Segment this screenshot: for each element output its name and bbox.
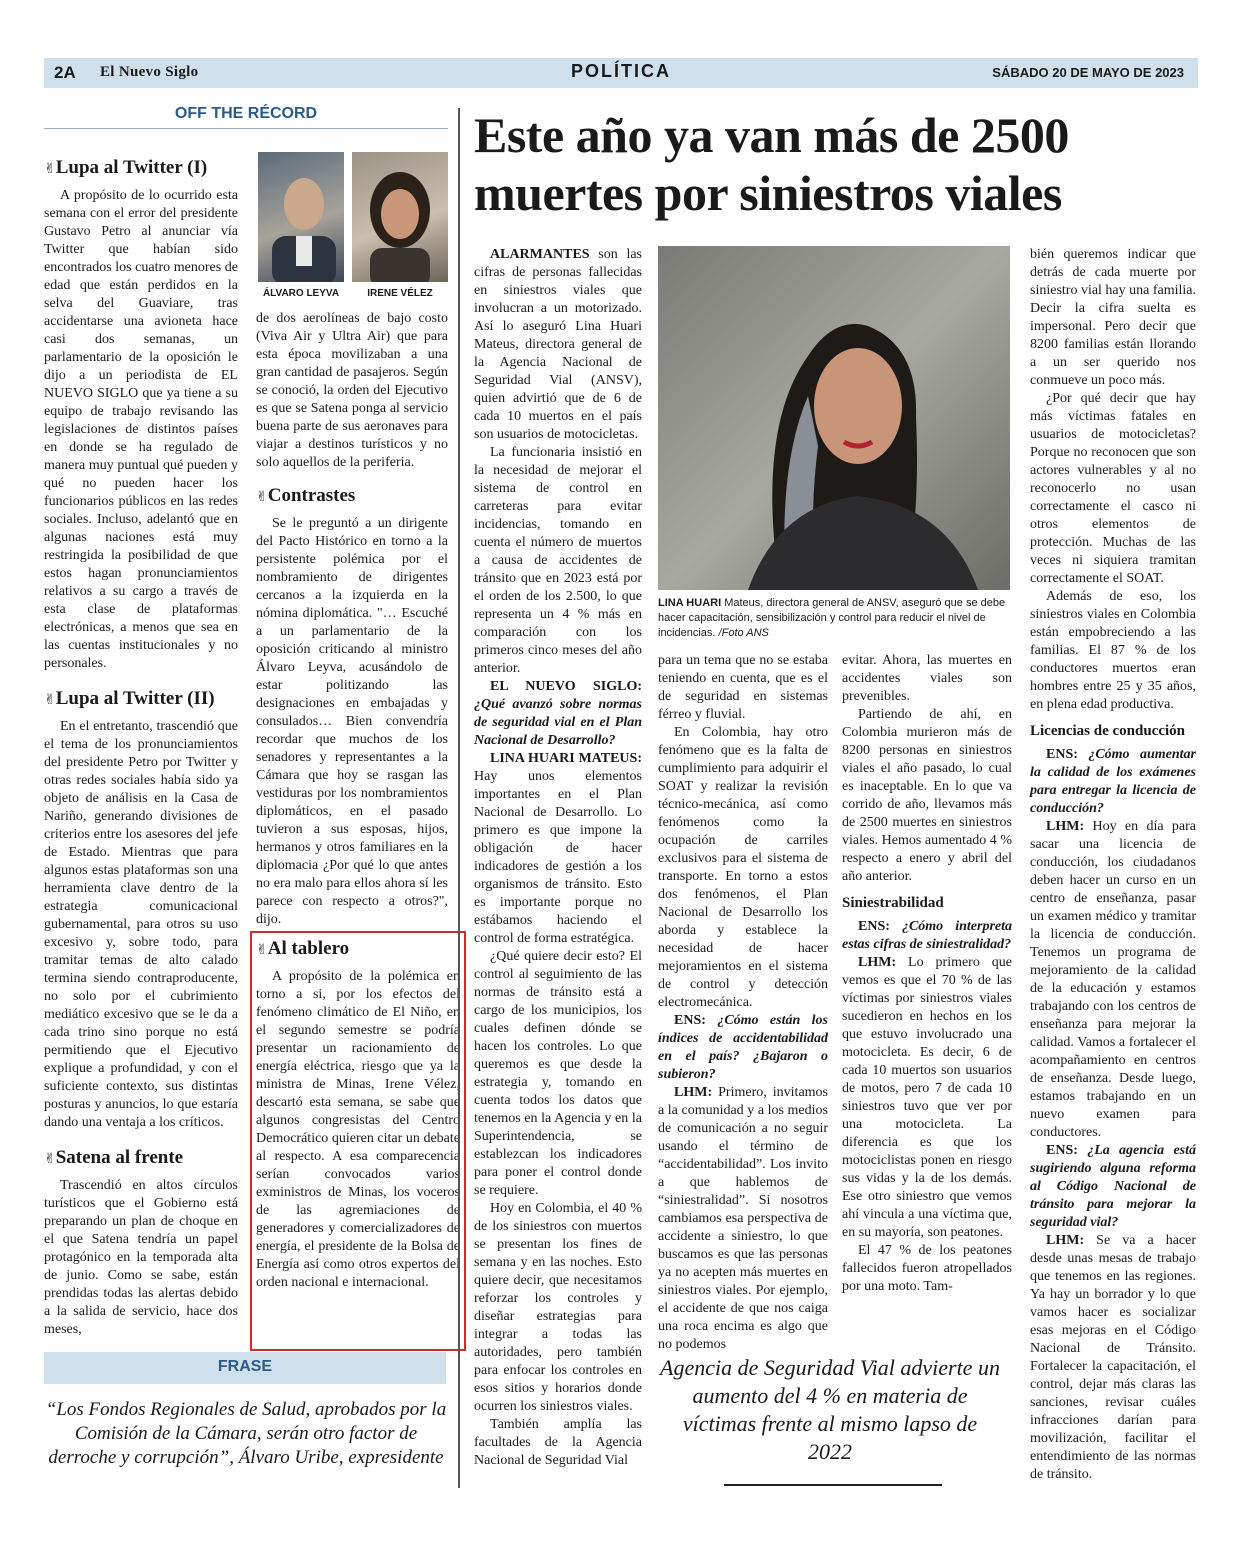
paragraph: En Colombia, hay otro fenómeno que es la falta de cumplimiento para adquirir el SOAT y realizar la revisión técnico-mecánica, así como fenómenos como la ocupación de carriles exclusivos para el sistema de transporte. En torno a estos dos fenómenos, el Plan Nacional de Desarrollo los aborda y establece la necesidad de hacer mejoramientos en el sistema de control y detección electromecánica. (658, 725, 828, 1010)
question: ¿Cómo aumentar la calidad de los exámenes para entregar la licencia de conducción? (1030, 747, 1196, 816)
question: ¿Cómo interpreta estas cifras de siniestralidad? (842, 919, 1012, 952)
article-column-3 (842, 652, 1012, 1296)
divider (724, 1484, 942, 1486)
paragraph: ¿Qué quiere decir esto? El control al seguimiento de las normas de tránsito está a cargo de los municipios, los cuales definen dónde se hacen los controles. Lo que queremos es que desde la estrategia y, tomando en cuenta todos los datos que tenemos en la Agencia y en la Superintendencia, se establezcan los indicadores para poner el control donde se requiere. (474, 949, 642, 1198)
paragraph: El 47 % de los peatones fallecidos fueron atropellados por una moto. Tam- (842, 1243, 1012, 1294)
subheading: Licencias de conducción (1030, 723, 1186, 739)
portrait-icon (352, 152, 448, 282)
photo-caption: IRENE VÉLEZ (367, 288, 433, 299)
victory-hand-icon: ✌ (44, 692, 56, 708)
paragraph: ¿Por qué decir que hay más víctimas fatales en usuarios de motocicletas? Porque no reconocen que son actores vulnerables y al no reconocerlo no usan correctamente el casco ni otros elementos de protección. Muchas de las veces ni siquiera tramitan correctamente el SOAT. (1030, 391, 1196, 586)
answer: Lo primero que vemos es que el 70 % de las víctimas por siniestros viales sucedieron en hechos en los que estuvo involucrado una motocicleta. Es decir, 6 de cada 10 muertos son usuarios de motos, pero 7 de cada 10 siniestros tuvo que ver por una motocicleta. La diferencia es que los motociclistas ponen en riesgo sus vidas y la de los demás. Ese otro siniestro que vemos ahí vincula a una víctima que, en su mayoría, son peatones. (842, 955, 1012, 1240)
item-text: Se le preguntó a un dirigente del Pacto Histórico en torno a la persistente polémica por el nombramiento de dirigentes cercanos a la izquierda en la nómina diplomática. "… Escuché a un parlamentario de la oposición criticando al ministro Álvaro Leyva, acusándolo de estar politizando las designaciones en embajadas y consulados… Bien convendría recordar que muchos de los senadores y representantes a la Cámara que hoy se rasgan las vestiduras por los nombramientos diplomáticos, en el pasado tuvieron a sus esposas, hijos, hermanos y otros familiares en la diplomacia ¿Por qué lo que antes no era malo para ellos ahora sí les parece con respecto a otros?", dijo. (256, 516, 448, 927)
paragraph: La funcionaria insistió en la necesidad de mejorar el sistema de control en carreteras para evitar incidencias, tomando en cuenta el número de muertos a causa de accidentes de tránsito que en 2023 está por el orden de los 2.500, lo que representa un 4 % más en comparación con los primeros cinco meses del año anterior. (474, 445, 642, 676)
item-title: ✌Contrastes (256, 485, 356, 506)
off-the-record-title: OFF THE RÉCORD (174, 105, 318, 122)
paragraph: evitar. Ahora, las muertes en accidentes viales son prevenibles. (842, 653, 1012, 704)
paragraph: Hoy en Colombia, el 40 % de los siniestros con muertos se presentan los fines de semana y en las noches. Esto quiere decir, que necesitamos reforzar los controles y diseñar estrategias para integrar a todas las autoridades, pero también para enfocar los controles en esos sitios y horarios donde ocurren los siniestros viales. (474, 1201, 642, 1414)
speaker-label: LHM: (858, 955, 897, 970)
victory-hand-icon: ✌ (44, 161, 56, 177)
issue-date: SÁBADO 20 DE MAYO DE 2023 (992, 65, 1184, 80)
item-title: ✌Satena al frente (44, 1147, 184, 1168)
caption-name: LINA HUARI (658, 597, 722, 609)
paragraph: bién queremos indicar que detrás de cada muerte por siniestro vial hay una familia. Decir la cifra suelta es impersonal. Pero decir que 8200 familias están llorando a un ser querido nos conmueve un poco más. (1030, 247, 1197, 388)
page-header (44, 58, 1198, 88)
caption-text: Mateus, directora general de ANSV, aseguró que se debe hacer capacitación, sensibilización y control para reducir el nivel de incidencias. (658, 597, 1006, 639)
victory-hand-icon: ✌ (44, 1151, 56, 1167)
photo-caption (658, 596, 1010, 641)
item-text: de dos aerolíneas de bajo costo (Viva Air y Ultra Air) que para esta época movilizaban a una gran cantidad de pasajeros. Según se conoció, la orden del Ejecutivo es que se Satena ponga al servicio buena parte de sus aeronaves para viajar a destinos turísticos y no solo aquellos de la periferia. (256, 311, 448, 470)
portrait-icon (658, 246, 1010, 590)
speaker-label: LHM: (1046, 1233, 1085, 1248)
article-column-1 (474, 246, 642, 1470)
frase-quote: “Los Fondos Regionales de Salud, aprobados por la Comisión de la Cámara, serán otro factor de derroche y corrupción”, Álvaro Uribe, expresidente (45, 1399, 447, 1468)
off-column-2 (256, 310, 448, 929)
off-column-1 (44, 148, 238, 1339)
question: ¿Cómo están los índices de accidentabilidad en el país? ¿Bajaron o subieron? (658, 1013, 829, 1082)
publication-name: El Nuevo Siglo (100, 64, 199, 80)
article-headline: Este año ya van más de 2500 muertes por siniestros viales (474, 107, 1069, 221)
paragraph: Además de eso, los siniestros viales en Colombia están empobreciendo a las familias. El 87 % de los conductores muertos eran hombres entre 25 y 35 años, en plena edad productiva. (1030, 589, 1196, 712)
photo-lina-huari (658, 246, 1010, 590)
question: ¿La agencia está sugiriendo alguna reforma al Código Nacional de tránsito para mejorar la seguridad vial? (1030, 1143, 1196, 1230)
victory-hand-icon: ✌ (256, 942, 268, 958)
column-divider (458, 108, 460, 1488)
speaker-label: LHM: (1046, 819, 1085, 834)
frase-label: FRASE (217, 1358, 273, 1375)
answer: Hay unos elementos importantes en el Plan Nacional de Desarrollo. Lo primero es que impone la obligación de hacer indicadores de gestión a los organismos de tránsito. Esto es importante porque no estábamos haciendo el control de forma estratégica. (474, 769, 642, 946)
photo-credit: /Foto ANS (718, 627, 769, 639)
section-title: POLÍTICA (571, 61, 671, 81)
speaker-label: ENS: (674, 1013, 706, 1028)
speaker-label: LHM: (674, 1085, 713, 1100)
speaker-label: EL NUEVO SIGLO: (490, 679, 642, 694)
pull-quote: Agencia de Seguridad Vial advierte un aumento del 4 % en materia de víctimas frente al mismo lapso de 2022 (660, 1355, 1000, 1464)
al-tablero-content (256, 935, 460, 1292)
portrait-icon (258, 152, 344, 282)
paragraph: Partiendo de ahí, en Colombia murieron más de 8200 personas en siniestros viales el año pasado, lo cual es inaceptable. En lo que va corrido de año, llevamos más de 2500 muertes en siniestros viales. Hemos aumentado 4 % respecto a enero y abril del año anterior. (842, 707, 1012, 884)
article-column-4 (1030, 246, 1196, 1484)
photo-irene-velez (352, 152, 448, 282)
item-text: A propósito de lo ocurrido esta semana con el error del presidente Gustavo Petro al anunciar vía Twitter que habían sido encontrados los cuatro menores de edad que están perdidos en la selva del Guaviare, tras accidentarse una avioneta hace casi dos semanas, un parlamentario de la oposición le dijo a un periodista de EL NUEVO SIGLO que ya tiene a su equipo de trabajo revisando las legislaciones de distintos países en donde se ha regulado de manera muy puntual qué pueden y qué no pueden hacer los funcionarios públicos en las redes sociales. Incluso, adelantó que en algunas naciones está muy restringida la posibilidad de que estos hagan pronunciamientos relativos a su cargo a través de esta clase de plataformas electrónicas, a menos que sea en las cuentas institucionales y no personales. (44, 188, 238, 671)
item-text: A propósito de la polémica en torno a si, por los efectos del fenómeno climático de El Niño, en el segundo semestre se podría presentar un racionamiento de energía eléctrica, riesgo que ya la ministra de Minas, Irene Vélez, descartó esta semana, se sabe que algunos congresistas del Centro Democrático quieren citar un debate al respecto. A esa comparecencia serían convocados varios exministros de Minas, los voceros de las agremiaciones de generadores y comercializadores de energía, el presidente de la Bolsa de Energía así como otros expertos del orden nacional e internacional. (256, 969, 460, 1290)
victory-hand-icon: ✌ (256, 489, 268, 505)
subheading: Siniestrabilidad (842, 895, 944, 911)
speaker-label: ENS: (1046, 747, 1078, 762)
lead-word: ALARMANTES (490, 247, 590, 262)
item-title: ✌Lupa al Twitter (I) (44, 157, 208, 178)
paragraph: También amplía las facultades de la Agencia Nacional de Seguridad Vial (474, 1417, 642, 1468)
divider (44, 128, 448, 129)
speaker-label: ENS: (1046, 1143, 1078, 1158)
paragraph: son las cifras de personas fallecidas en siniestros viales que involucran a un motorizado. Así lo aseguró Lina Huari Mateus, directora general de la Agencia Nacional de Seguridad Vial (ANSV), quien advirtió que de 6 de cada 10 muertos en el país son usuarios de motocicletas. (474, 247, 643, 442)
answer: Hoy en día para sacar una licencia de conducción, los ciudadanos deben hacer un curso en un centro de enseñanza, pasar un examen médico y tramitar la licencia de conducción. Tenemos un programa de mejoramiento de la calidad de la educación y estamos trabajando con los centros de enseñanza para mejorar la calidad. Vamos a fortalecer el acompañamiento en centros de enseñanza. Desde luego, estamos trabajando en un nuevo examen para conductores. (1030, 819, 1196, 1140)
speaker-label: ENS: (858, 919, 890, 934)
paragraph: para un tema que no se estaba teniendo en cuenta, que es el de seguridad en sistemas férreo y fluvial. (658, 653, 828, 722)
item-title: ✌Al tablero (256, 938, 350, 959)
item-text: Trascendió en altos círculos turísticos que el Gobierno está preparando un plan de choque en el que Satena tendría un papel protagónico en la temporada alta de junio. Como se sabe, están prendidas todas las alertas debido a la salida de servicio, hace dos meses, (44, 1178, 238, 1337)
photo-caption: ÁLVARO LEYVA (262, 288, 340, 299)
question: ¿Qué avanzó sobre normas de seguridad vial en el Plan Nacional de Desarrollo? (474, 697, 642, 748)
photo-alvaro-leyva (258, 152, 344, 282)
item-title: ✌Lupa al Twitter (II) (44, 688, 215, 709)
article-column-2 (658, 652, 828, 1354)
answer: Se va a hacer desde unas mesas de trabajo que tenemos en las regiones. Ya hay un borrador y lo que vamos hacer es socializar esas mejoras en el Código Nacional de Tránsito. Fortalecer la capacitación, el control, dejar más claras las sanciones, revisar cuáles infracciones darían para movilización, facilitar el entendimiento de las normas de tránsito. (1030, 1233, 1197, 1482)
page-number: 2A (54, 63, 76, 82)
speaker-label: LINA HUARI MATEUS: (490, 751, 642, 766)
item-text: En el entretanto, trascendió que el tema de los pronunciamientos del presidente Petro por Twitter y otras redes sociales había sido ya objeto de análisis en la Casa de Nariño, generando divisiones de criterios entre los asesores del jefe de Estado. Mientras que para algunos estas plataformas son una herramienta clave dentro de la estrategia comunicacional gubernamental, para otros su uso excesivo y, sobre todo, para tramitar temas de alto calado termina siendo contraproducente, no solo por el cubrimiento mediático excesivo que se le da a cada trino sino porque no está permitiendo que el Ejecutivo explique a profundidad, y con el suficiente contexto, sus distintas posturas y anuncios, lo que estaría dando una ventaja a los críticos. (44, 719, 238, 1130)
al-tablero-box (250, 931, 466, 1351)
answer: Primero, invitamos a la comunidad y a los medios de comunicación a no seguir usando el término de “accidentabilidad”. Los invito a que hablemos de “siniestralidad”. Si nosotros cambiamos esa perspectiva de accidente a siniestro, lo que buscamos es que las personas ya no acepten más muertes en siniestros viales. Por ejemplo, el accidente de que nos caiga una roca encima es algo que no podemos (658, 1085, 828, 1352)
